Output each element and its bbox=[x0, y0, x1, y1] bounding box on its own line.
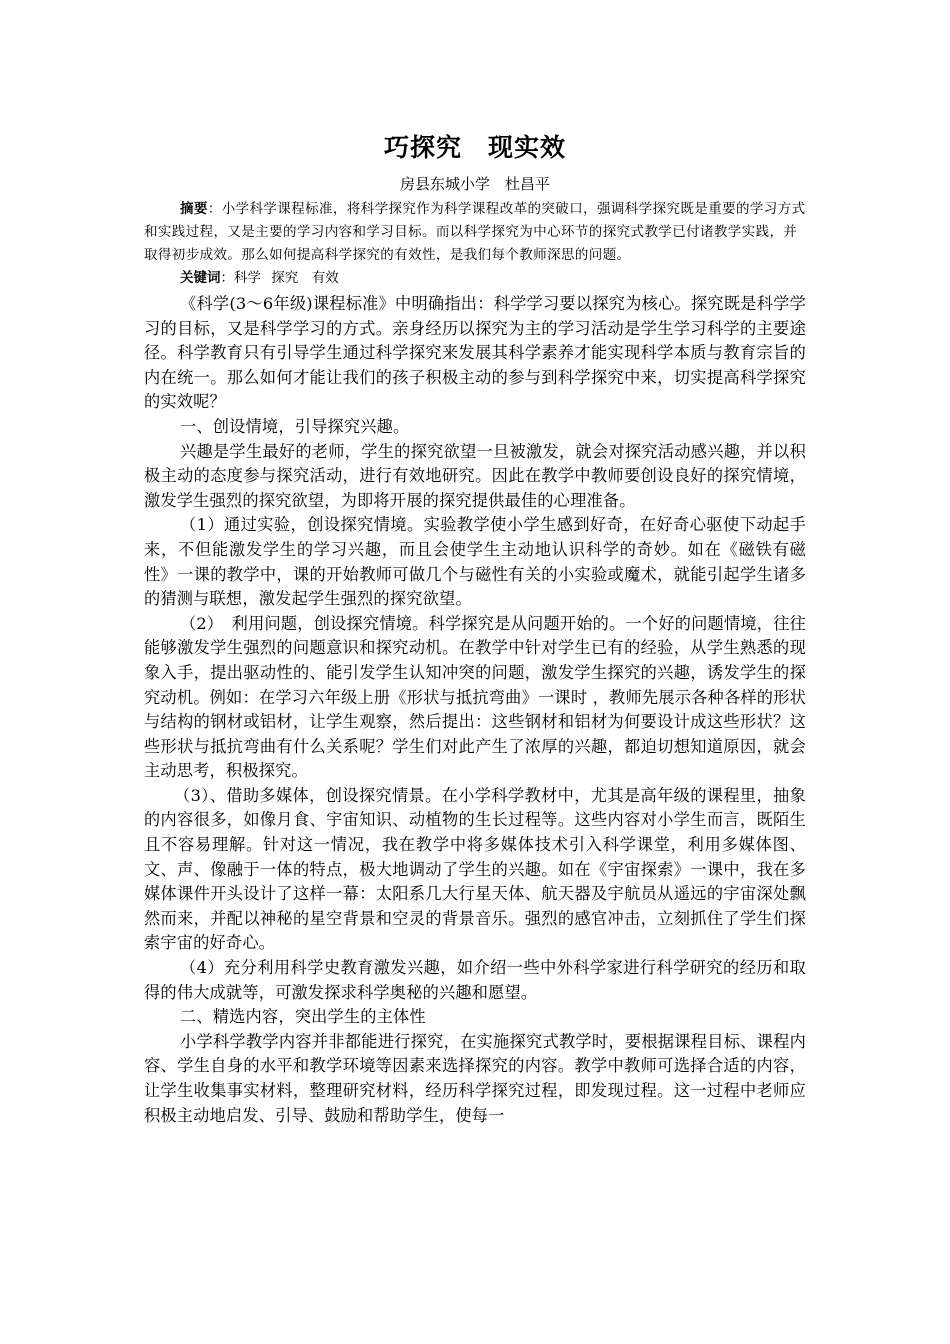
keywords-label: 关键词 bbox=[180, 270, 221, 286]
document-title: 巧探究 现实效 bbox=[383, 133, 566, 162]
intro-paragraph: 《科学(3～6年级)课程标准》中明确指出：科学学习要以探究为核心。探究既是科学学习的目标，又是科学学习的方式。亲身经历以探究为主的学习活动是学生学习科学的主要途径。科学教育只有引导学生通过科学探究来发展其科学素养才能实现科学本质与教育宗旨的内在统一。那么如何才能让我们的孩子积极主动的参与到科学探究中来，切实提高科学探究的实效呢？ bbox=[144, 294, 806, 412]
body-paragraph: 小学科学教学内容并非都能进行探究，在实施探究式教学时，要根据课程目标、课程内容、学生自身的水平和教学环境等因素来选择探究的内容。教学中教师可选择合适的内容，让学生收集事实材料，整理研究材料，经历科学探究过程，即发现过程。这一过程中老师应积极主动地启发、引导、鼓励和帮助学生，使每一 bbox=[144, 1031, 806, 1125]
section-heading-2: 二、精选内容，突出学生的主体性 bbox=[180, 1007, 426, 1027]
subsection-paragraph: （3）、借助多媒体，创设探究情景。在小学科学教材中，尤其是高年级的课程里，抽象的内容很多，如像月食、宇宙知识、动植物的生长过程等。这些内容对小学生而言，既陌生且不容易理解。针对这一情况，我在教学中将多媒体技术引入科学课堂，利用多媒体图、文、声、像融于一体的特点，极大地调动了学生的兴趣。如在《宇宙探索》一课中，我在多媒体课件开头设计了这样一幕：太阳系几大行星天体、航天器及宇航员从遥远的宇宙深处飘然而来，并配以神秘的星空背景和空灵的背景音乐。强烈的感官冲击，立刻抓住了学生们探索宇宙的好奇心。 bbox=[144, 785, 806, 953]
subsection-paragraph: （4）充分利用科学史教育激发兴趣，如介绍一些中外科学家进行科学研究的经历和取得的伟大成就等，可激发探求科学奥秘的兴趣和愿望。 bbox=[144, 958, 806, 1002]
body-paragraph: 兴趣是学生最好的老师，学生的探究欲望一旦被激发，就会对探究活动感兴趣，并以积极主动的态度参与探究活动，进行有效地研究。因此在教学中教师要创设良好的探究情境，激发学生强烈的探究欲望，为即将开展的探究提供最佳的心理准备。 bbox=[144, 441, 806, 510]
abstract-text: ：小学科学课程标准，将科学探究作为科学课程改革的突破口，强调科学探究既是重要的学习方式和实践过程，又是主要的学习内容和学习目标。而以科学探究为中心环节的探究式教学已付诸教学实践，并取得初步成效。那么如何提高科学探究的有效性，是我们每个教师深思的问题。 bbox=[144, 201, 806, 263]
keywords bbox=[144, 267, 806, 290]
subsection-paragraph: （1）通过实验，创设探究情境。实验教学使小学生感到好奇，在好奇心驱使下动起手来，不但能激发学生的学习兴趣，而且会使学生主动地认识科学的奇妙。如在《磁铁有磁性》一课的教学中，课的开始教师可做几个与磁性有关的小实验或魔术，就能引起学生诸多的猜测与联想，激发起学生强烈的探究欲望。 bbox=[144, 515, 806, 609]
abstract bbox=[144, 198, 806, 267]
author-line: 房县东城小学 杜昌平 bbox=[399, 175, 550, 193]
section-heading-1: 一、创设情境，引导探究兴趣。 bbox=[180, 416, 410, 436]
subsection-paragraph: （2） 利用问题，创设探究情境。科学探究是从问题开始的。一个好的问题情境，往往能够激发学生强烈的问题意识和探究动机。在教学中针对学生已有的经验，从学生熟悉的现象入手，提出驱动性的、能引发学生认知冲突的问题，激发学生探究的兴趣，诱发学生的探究动机。例如：在学习六年级上册《形状与抵抗弯曲》一课时 ，教师先展示各种各样的形状与结构的钢材或铝材，让学生观察，然后提出：这些钢材和铝材为何要设计成这些形状？这些形状与抵抗弯曲有什么关系呢？学生们对此产生了浓厚的兴趣，都迫切想知道原因，就会主动思考，积极探究。 bbox=[144, 613, 806, 781]
document-page bbox=[144, 132, 806, 1128]
abstract-label: 摘要 bbox=[180, 201, 208, 217]
keywords-text: ：科学 探究 有效 bbox=[220, 270, 339, 286]
